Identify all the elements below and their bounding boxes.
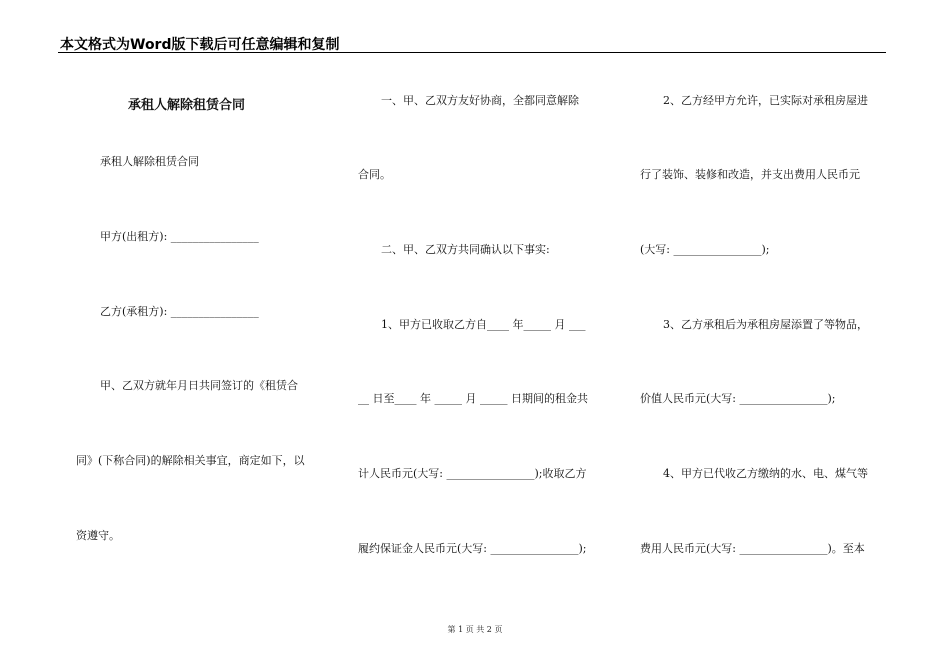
col1-line: 甲方(出租方): ________________ (100, 230, 259, 243)
col2-line: __ 日至____ 年 _____ 月 _____ 日期间的租金共 (358, 392, 588, 405)
col2-line: 1、甲方已收取乙方自____ 年_____ 月 ___ (381, 318, 586, 331)
col3-line: (大写: ________________); (640, 243, 770, 256)
col3-line: 价值人民币元(大写: ________________); (640, 392, 836, 405)
col2-line: 计人民币元(大写: ________________);收取乙方 (358, 467, 587, 480)
col1-line: 资遵守。 (76, 529, 120, 542)
col2-line: 合同。 (358, 168, 391, 181)
document-header: 本文格式为Word版下载后可任意编辑和复制 (60, 37, 340, 53)
col1-line: 甲、乙双方就年月日共同签订的《租赁合 (100, 379, 298, 392)
header-divider (58, 52, 886, 53)
col1-line: 同》(下称合同)的解除相关事宜，商定如下，以 (76, 454, 305, 467)
document-title: 承租人解除租赁合同 (128, 98, 246, 113)
col3-line: 费用人民币元(大写: ________________)。至本 (640, 542, 865, 555)
col1-line: 承租人解除租赁合同 (100, 155, 199, 168)
col3-line: 行了装饰、装修和改造，并支出费用人民币元 (640, 168, 860, 181)
col3-line: 4、甲方已代收乙方缴纳的水、电、煤气等 (663, 467, 868, 480)
col1-line: 乙方(承租方): ________________ (100, 305, 259, 318)
col3-line: 2、乙方经甲方允许，已实际对承租房屋进 (663, 94, 868, 107)
page-number: 第 1 页 共 2 页 (447, 625, 503, 634)
col2-line: 一、甲、乙双方友好协商，全都同意解除 (381, 94, 579, 107)
col3-line: 3、乙方承租后为承租房屋添置了等物品， (663, 318, 868, 331)
col2-line: 履约保证金人民币元(大写: ________________); (358, 542, 587, 555)
col2-line: 二、甲、乙双方共同确认以下事实: (381, 243, 550, 256)
